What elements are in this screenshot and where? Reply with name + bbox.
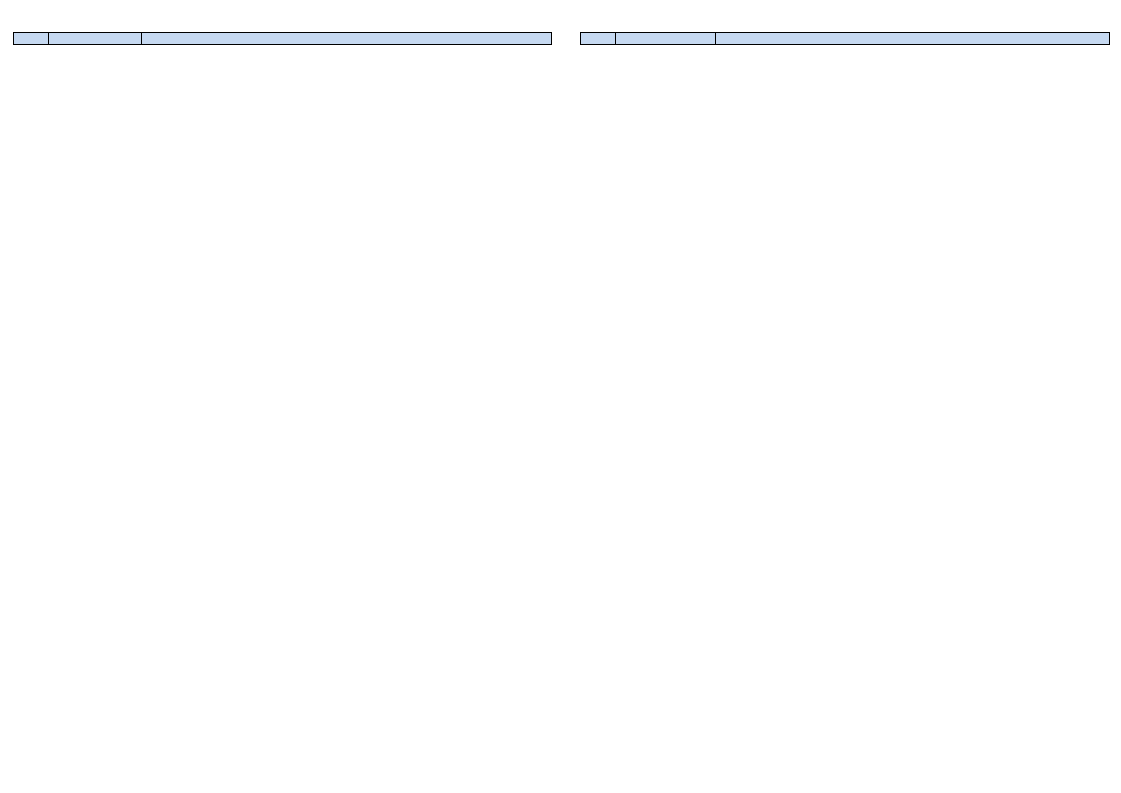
left-measures-table [13, 32, 552, 45]
header-measure [142, 33, 552, 45]
header-num [581, 33, 616, 45]
header-country [616, 33, 716, 45]
header-measure [716, 33, 1110, 45]
header-country [49, 33, 142, 45]
right-measures-table [580, 32, 1110, 45]
header-num [14, 33, 49, 45]
